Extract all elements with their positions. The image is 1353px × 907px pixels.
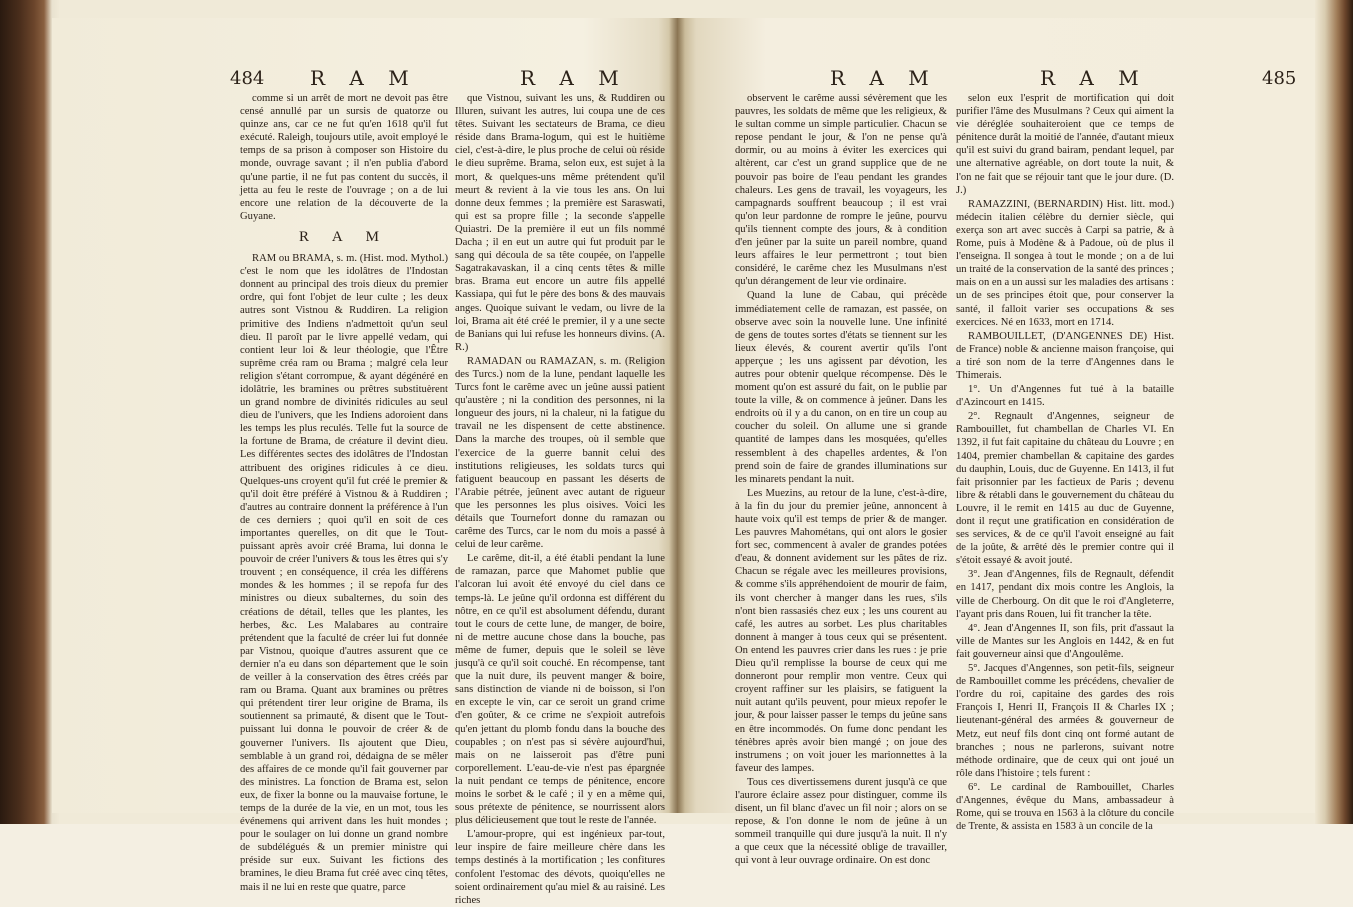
paragraph: 4°. Jean d'Angennes II, son fils, prit d'assaut la ville de Mantes sur les Anglois en 1442, & en fut fait gouverneur ainsi que d'Angoulême.	[956, 622, 1174, 660]
paragraph: selon eux l'esprit de mortification qui doit purifier l'âme des Musulmans ? Ceux qui aiment la vie déréglée souhaiteroient que ce temps de pénitence durât la moitié de l'année, d'autant mieux qu'il est suivi du grand bairam, pendant lequel, par une alternative agréable, on dort toute la nuit, & l'on ne fait que se réjouir tant que le jour dure. (D. J.)	[956, 93, 1174, 196]
book-edge	[1315, 0, 1353, 824]
paragraph: observent le carême aussi sévèrement que les pauvres, les soldats de même que les religieux, & le sultan comme un simple particulier. Chacun se repose pendant le jour, & l'on ne pense qu'à dormir, ou au moins à éviter les exercices qui altèrent, car c'est un grand supplice que de ne pouvoir pas boire de l'eau pendant les grandes chaleurs. Les gens de travail, les voyageurs, les campagnards souffrent beaucoup ; il est vrai qu'on leur pardonne de rompre le jeûne, pourvu qu'ils tiennent compte des jours, & à condition d'en jeûner par la suite un pareil nombre, quand leurs affaires le leur permettront ; tout bien considéré, le carême chez les Musulmans n'est qu'un dérangement de leur vie ordinaire.	[735, 93, 947, 288]
page-number-right: 485	[1262, 68, 1297, 89]
paragraph: 5°. Jacques d'Angennes, son petit-fils, seigneur de Rambouillet comme les précédens, chevalier de l'ordre du roi, capitaine des gardes des rois François I, Henri II, François II & Charles IX ; lieutenant-général des armées & gouverneur de Metz, eut neuf fils dont cinq ont formé autant de branches ; nous ne parlerons, suivant notre méthode ordinaire, que de ceux qui ont joué un rôle dans l'histoire ; tels furent :	[956, 663, 1174, 779]
text-column	[455, 92, 665, 906]
paragraph: Le carême, dit-il, a été établi pendant la lune de ramazan, parce que Mahomet publie que l'alcoran lui avoit été envoyé du ciel dans ce temps-là. Le jeûne qu'il ordonna est différent du nôtre, en ce qu'il est absolument défendu, durant tout le cours de cette lune, de manger, de boire, ni de mettre aucune chose dans la bouche, pas même de fumer, depuis que le soleil se lève jusqu'à ce qu'il soit couché. En récompense, tant que la nuit dure, ils peuvent manger & boire, sans distinction de viande ni de boisson, si l'on en excepte le vin, car ce seroit un grand crime d'en goûter, & ce crime ne s'expioit autrefois qu'en jettant du plomb fondu dans la bouche des coupables ; on n'est pas si sévère aujourd'hui, mais on ne laisseroit pas d'être puni corporellement. L'eau-de-vie n'est pas épargnée la nuit pendant ce temps de pénitence, encore moins le sorbet & le café ; il y en a même qui, sous prétexte de pénitence, se nourrissent alors plus délicieusement que tout le reste de l'année.	[455, 553, 665, 827]
paragraph: RAMAZZINI, (BERNARDIN) Hist. litt. mod.) médecin italien célèbre du dernier siècle, qui exerça son art avec succès à Carpi sa patrie, & à Rome, puis à Modène & à Padoue, où de plus il l'enseigna. Il songea à tout le monde ; on a de lui un traité de la conservation de la santé des princes ; mais on en a un aussi sur les maladies des artisans : un de ses principes étoit que, pour conserver la santé, il falloit varier ses occupations & ses exercices. Né en 1633, mort en 1714.	[956, 198, 1175, 328]
section-heading: R A M	[298, 228, 390, 245]
paragraph: 1°. Un d'Angennes fut tué à la bataille d'Azincourt en 1415.	[956, 384, 1174, 409]
paragraph: comme si un arrêt de mort ne devoit pas être censé annullé par un sursis de quatorze ou quinze ans, car ce ne fut qu'en 1618 qu'il fut exécuté. Raleigh, toujours utile, avoit employé le temps de sa prison à composer son Histoire du monde, ouvrage savant ; il n'en publia d'abord qu'une partie, il ne fut pas content du succès, il jetta au feu le reste de l'ouvrage ; on a de lui encore une relation de la découverte de la Guyane.	[240, 93, 448, 222]
paragraph: RAMBOUILLET, (D'ANGENNES DE) Hist. de France) noble & ancienne maison françoise, qui a tiré son nom de la terre d'Angennes dans le Thimerais.	[956, 330, 1174, 381]
paragraph: 2°. Regnault d'Angennes, seigneur de Rambouillet, fut chambellan de Charles VI. En 1392, il fut fait capitaine du château du Louvre ; en 1404, premier chambellan & capitaine des gardes du dauphin, Louis, duc de Guyenne. En 1413, il fut fait prisonnier par les factieux de Paris ; devenu libre & rétabli dans le gouvernement du château du Louvre, il le remit en 1415 au duc de Guyenne, dont il reçut une gratification en considération de ses services, & de ce qu'il l'avoit enseigné au fait de la joûte, & arrêté dès le premier contre qui il s'étoit essayé & avoit jouté.	[956, 411, 1174, 567]
paragraph: Tous ces divertissemens durent jusqu'à ce que l'aurore éclaire assez pour distinguer, comme ils disent, un fil blanc d'avec un fil noir ; alors on se repose, & l'on donne le nom de jeûne à un sommeil tranquille qui dure jusqu'à la nuit. Il n'y a que ceux que la nécessité oblige de travailler, qui vont à leur ouvrage ordinaire. On est donc	[735, 776, 947, 867]
running-head: R A M	[1040, 66, 1148, 90]
running-head: R A M	[830, 66, 938, 90]
paragraph: L'amour-propre, qui est ingénieux par-tout, leur inspire de faire meilleure chère dans les temps destinés à la mortification ; les confitures confolent l'estomac des dévots, quoiqu'elles ne soient ordinairement qu'au miel & au raisiné. Les riches	[455, 829, 665, 906]
paragraph: Quand la lune de Cabau, qui précède immédiatement celle de ramazan, est passée, on observe avec soin la nouvelle lune. Une infinité de gens de toutes sortes d'états se tiennent sur les lieux élevés, & courent avertir qu'ils l'ont apperçue ; les uns agissent par dévotion, les autres pour obtenir quelque récompense. Dès le moment qu'on est assuré du fait, on le publie par toute la ville, & on commence à jeûner. Dans les endroits où il y a du canon, on en tire un coup au coucher du soleil. On allume une si grande quantité de lampes dans les mosquées, qu'elles ressemblent à des chapelles ardentes, & l'on prend soin de faire de grandes illuminations sur les minarets pendant la nuit.	[735, 290, 947, 485]
text-column	[735, 92, 947, 867]
running-head: R A M	[310, 66, 418, 90]
paragraph: RAMADAN ou RAMAZAN, s. m. (Religion des Turcs.) nom de la lune, pendant laquelle les Turcs font le carême avec un jeûne aussi patient qu'austère ; ni la condition des personnes, ni la longueur des jours, ni la chaleur, ni la fatigue du travail ne les dispensent de cette abstinence. Dans la marche des troupes, où il semble que l'exercice de la guerre bannit celui des institutions religieuses, les soldats turcs qui fatiguent beaucoup en passant les déserts de l'Arabie pétrée, jeûnent avec autant de rigueur que les personnes les plus oisives. Voici les détails que Tournefort donne du ramazan ou carême des Turcs, car le nom du mois a passé à celui de leur carême.	[455, 355, 665, 551]
paragraph: que Vistnou, suivant les uns, & Ruddiren ou Illuren, suivant les autres, lui coupa une de ces têtes. Suivant les sectateurs de Brama, ce dieu réside dans Brama-logum, qui est le huitième ciel, c'est-à-dire, le plus proche de celui où réside le dieu suprême. Brama, selon eux, est sujet à la mort, & quelques-uns même prétendent qu'il meurt & revient à la vie tous les ans. On lui donne deux femmes ; la première est Saraswati, qui est sa propre fille ; la seconde s'appelle Quiastri. De la première il eut un fils nommé Dacha ; il en eut un autre qui fut produit par le sang qui découla de sa tête coupée, on l'appelle Sagatrakavaskan, il a cinq cents têtes & mille bras. Brama eut encore un autre fils appellé Kassiapa, qui fut le père des bons & des mauvais anges. Quoique suivant le vedam, ou livre de la loi, Brama ait été créé le premier, il y a une secte de Banians qui lui refuse les honneurs divins. (A. R.)	[455, 93, 665, 353]
paragraph: RAM ou BRAMA, s. m. (Hist. mod. Mythol.) c'est le nom que les idolâtres de l'Indostan donnent au principal des trois dieux du premier ordre, qui font l'objet de leur culte ; les deux autres sont Vistnou & Ruddiren. La religion primitive des Indiens n'admettoit qu'un seul dieu. Il paroît par le livre appellé vedam, qui contient leur loi & leur théologie, que l'Être suprême créa ram ou Brama ; malgré cela leur religion s'étant corrompue, & ayant dégénéré en idolâtrie, les bramines ou prêtres substituèrent un grand nombre de divinités ridicules au seul dieu de l'univers, que les Indiens adoroient dans les temps les plus reculés. Telle fut la source de la fortune de Brama, de créature il devint dieu. Les différentes sectes des idolâtres de l'Indostan attribuent des origines ridicules à ce dieu. Quelques-uns croyent qu'il fut créé le premier & qu'il doit être préféré à Vistnou & à Ruddiren ; d'autres au contraire donnent la préférence à l'un de ces derniers ; quoi qu'il en soit de ces importantes querelles, on dit que le Tout-puissant après avoir créé Brama, lui donna le pouvoir de créer l'univers & tous les êtres qui s'y trouvent ; en conséquence, il créa les différens mondes & les hommes ; il se repofa fur des ministres ou dieux subalternes, du soin des créations de détail, telles que les plantes, les herbes, &c. Les Malabares au contraire prétendent que la faculté de créer lui fut donnée par Vistnou, quoique d'autres assurent que ce dernier n'a eu dans son département que le soin de veiller à la conservation des êtres créés par ram ou Brama. Quant aux bramines ou prêtres qui prétendent tirer leur origine de Brama, ils soutiennent sa primauté, & disent que le Tout-puissant lui donna le pouvoir de créer & de gouverner l'univers. Ils ajoutent que Dieu, semblable à un grand roi, dédaigna de se mêler des affaires de ce monde qu'il fait gouverner par des ministres. La fonction de Brama est, selon eux, de fixer la bonne ou la mauvaise fortune, le temps de la durée de la vie, en un mot, tous les événemens qui arrivent dans les huit mondes ; pour le soulager on lui donne un grand nombre de subdélégués & un premier ministre qui préside sur eux. Suivant les fictions des bramines, le dieu Brama fut créé avec cinq têtes, mais il ne lui en reste que quatre, parce	[240, 253, 448, 893]
page-number-left: 484	[230, 68, 265, 89]
running-head: R A M	[520, 66, 628, 90]
paragraph: 6°. Le cardinal de Rambouillet, Charles d'Angennes, évêque du Mans, ambassadeur à Rome, qui se trouva en 1563 à la clôture du concile de Trente, & assista en 1583 à un concile de la	[956, 781, 1174, 833]
book-gutter	[669, 18, 685, 813]
text-column	[240, 92, 448, 893]
paragraph: 3°. Jean d'Angennes, fils de Regnault, défendit en 1417, pendant dix mois contre les Anglois, la ville de Cherbourg. On dit que le roi d'Angleterre, l'ayant pris dans Rouen, lui fit trancher la tête.	[956, 569, 1174, 620]
text-column	[956, 92, 1175, 833]
paragraph: Les Muezins, au retour de la lune, c'est-à-dire, à la fin du jour du premier jeûne, annoncent à haute voix qu'il est temps de prier & de manger. Les pauvres Mahométans, qui ont alors le gosier fort sec, commencent à avaler de grandes potées d'eau, & donnent avidement sur les pâtes de riz. Chacun se régale avec les meilleures provisions, & comme s'ils appréhendoient de mourir de faim, ils vont chercher à manger dans les rues, s'ils n'ont bien rassasiés chez eux ; les uns courent au café, les autres au sorbet. Les plus charitables donnent à manger à tous ceux qui se présentent. On entend les pauvres crier dans les rues : je prie Dieu qu'il remplisse la bourse de ceux qui me donneront pour remplir mon ventre. Ceux qui croyent raffiner sur les plaisirs, se fatiguent la nuit autant qu'ils peuvent, pour mieux repofer le jour, & pour laisser passer le temps du jeûne sans en être incommodés. On fume donc pendant les ténèbres après avoir bien mangé ; on joue des instrumens ; on voit jouer les marionnettes à la faveur des lampes.	[735, 487, 947, 774]
